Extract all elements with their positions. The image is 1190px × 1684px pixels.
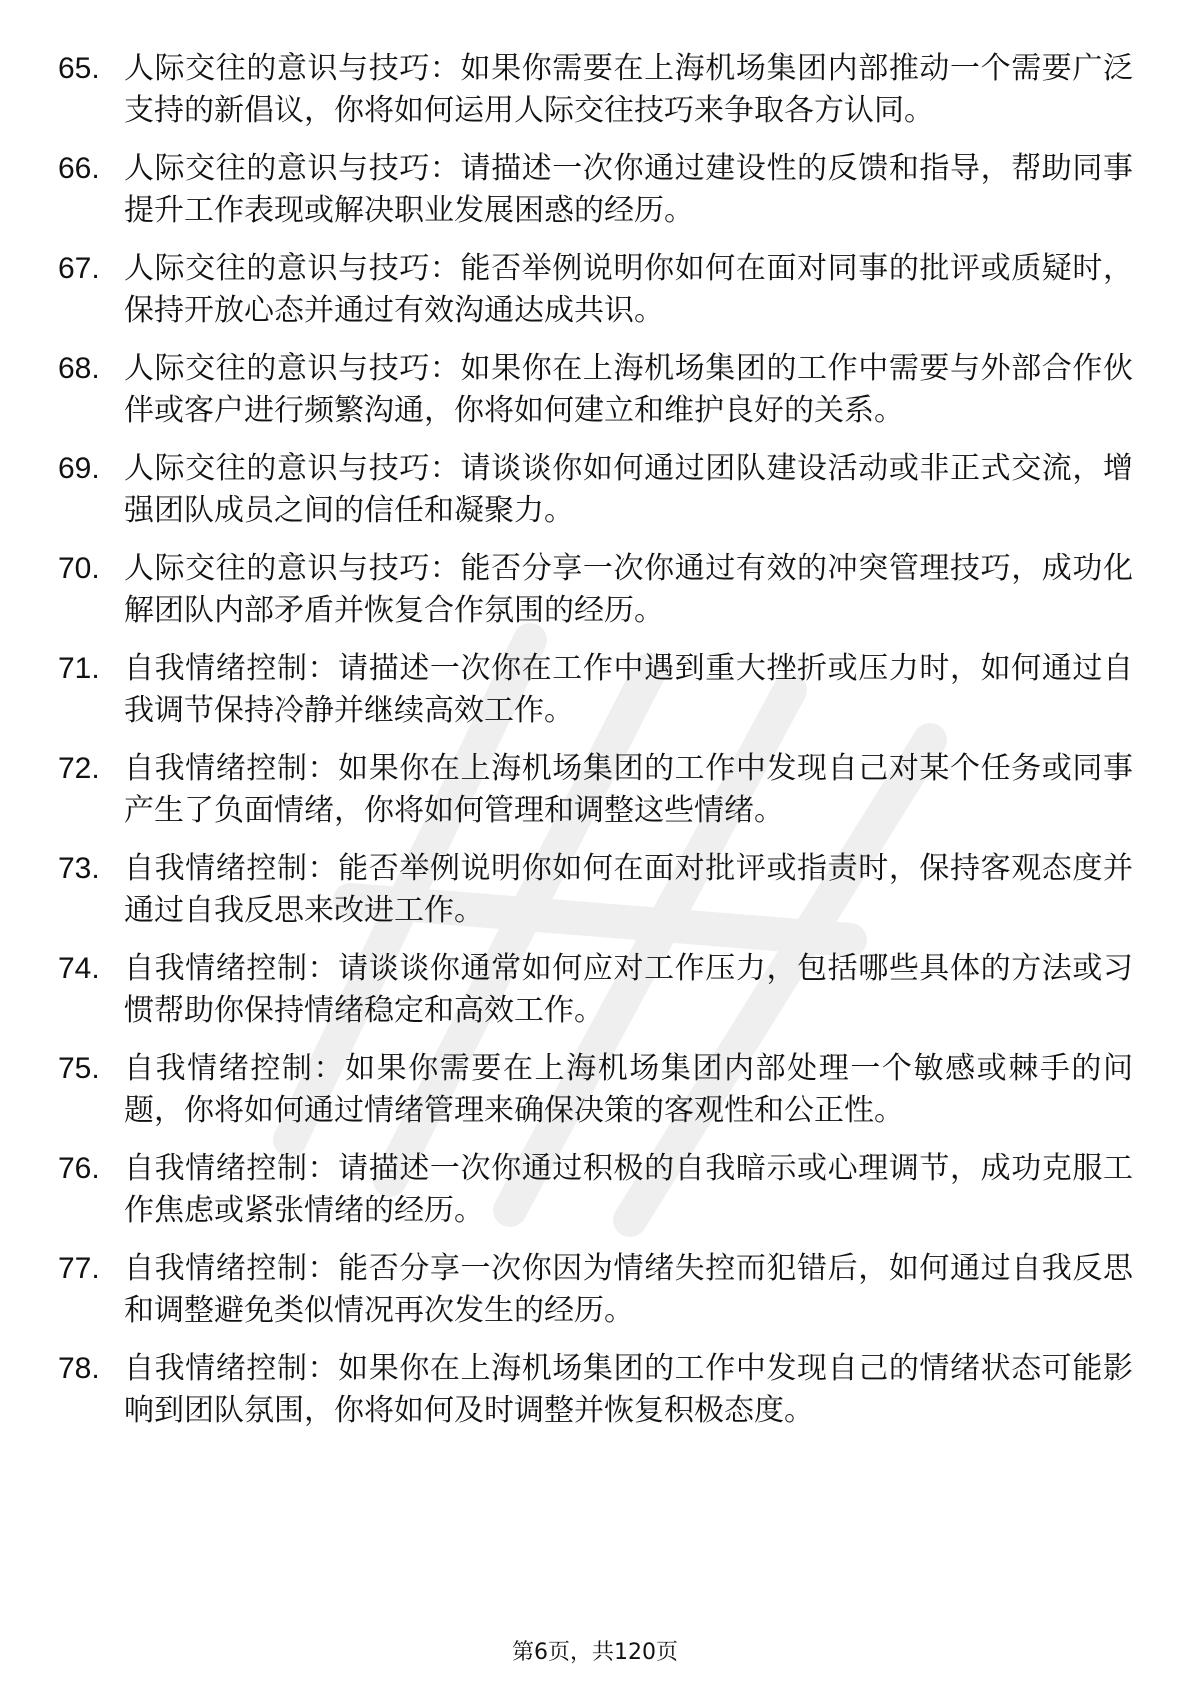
question-number: 75.	[58, 1052, 100, 1085]
question-text: 自我情绪控制：请谈谈你通常如何应对工作压力，包括哪些具体的方法或习惯帮助你保持情绪稳定和高效工作。	[124, 951, 1133, 1028]
question-number: 76.	[58, 1152, 100, 1185]
question-item	[58, 1348, 1133, 1432]
question-text: 人际交往的意识与技巧：能否举例说明你如何在面对同事的批评或质疑时，保持开放心态并通过有效沟通达成共识。	[124, 251, 1133, 328]
question-text: 自我情绪控制：请描述一次你在工作中遇到重大挫折或压力时，如何通过自我调节保持冷静并继续高效工作。	[124, 651, 1133, 728]
question-text: 自我情绪控制：能否分享一次你因为情绪失控而犯错后，如何通过自我反思和调整避免类似情况再次发生的经历。	[124, 1251, 1133, 1328]
question-text: 自我情绪控制：能否举例说明你如何在面对批评或指责时，保持客观态度并通过自我反思来改进工作。	[124, 851, 1133, 928]
question-number: 70.	[58, 552, 100, 585]
question-item	[58, 648, 1133, 732]
question-number: 68.	[58, 352, 100, 385]
question-item	[58, 1148, 1133, 1232]
question-item	[58, 348, 1133, 432]
question-item	[58, 148, 1133, 232]
question-item	[58, 548, 1133, 632]
question-text: 自我情绪控制：如果你在上海机场集团的工作中发现自己对某个任务或同事产生了负面情绪，你将如何管理和调整这些情绪。	[124, 751, 1133, 828]
question-number: 73.	[58, 852, 100, 885]
question-text: 自我情绪控制：请描述一次你通过积极的自我暗示或心理调节，成功克服工作焦虑或紧张情绪的经历。	[124, 1151, 1133, 1228]
question-item	[58, 1048, 1133, 1132]
question-number: 74.	[58, 952, 100, 985]
question-text: 自我情绪控制：如果你需要在上海机场集团内部处理一个敏感或棘手的问题，你将如何通过情绪管理来确保决策的客观性和公正性。	[124, 1051, 1133, 1128]
question-list	[58, 48, 1133, 1448]
question-number: 67.	[58, 252, 100, 285]
question-item	[58, 848, 1133, 932]
question-item	[58, 448, 1133, 532]
page-footer	[0, 1640, 1190, 1666]
question-number: 78.	[58, 1352, 100, 1385]
question-number: 66.	[58, 152, 100, 185]
question-text: 人际交往的意识与技巧：如果你在上海机场集团的工作中需要与外部合作伙伴或客户进行频繁沟通，你将如何建立和维护良好的关系。	[124, 351, 1133, 428]
question-item	[58, 248, 1133, 332]
question-item	[58, 748, 1133, 832]
question-text: 人际交往的意识与技巧：如果你需要在上海机场集团内部推动一个需要广泛支持的新倡议，你将如何运用人际交往技巧来争取各方认同。	[124, 51, 1133, 128]
question-text: 自我情绪控制：如果你在上海机场集团的工作中发现自己的情绪状态可能影响到团队氛围，你将如何及时调整并恢复积极态度。	[124, 1351, 1133, 1428]
question-item	[58, 48, 1133, 132]
question-number: 65.	[58, 52, 100, 85]
question-number: 72.	[58, 752, 100, 785]
question-text: 人际交往的意识与技巧：请谈谈你如何通过团队建设活动或非正式交流，增强团队成员之间的信任和凝聚力。	[124, 451, 1133, 528]
question-item	[58, 1248, 1133, 1332]
question-text: 人际交往的意识与技巧：能否分享一次你通过有效的冲突管理技巧，成功化解团队内部矛盾并恢复合作氛围的经历。	[124, 551, 1133, 628]
question-number: 69.	[58, 452, 100, 485]
question-number: 71.	[58, 652, 100, 685]
question-number: 77.	[58, 1252, 100, 1285]
question-item	[58, 948, 1133, 1032]
page-indicator: 第6页，共120页	[512, 1640, 678, 1665]
question-text: 人际交往的意识与技巧：请描述一次你通过建设性的反馈和指导，帮助同事提升工作表现或解决职业发展困惑的经历。	[124, 151, 1133, 228]
